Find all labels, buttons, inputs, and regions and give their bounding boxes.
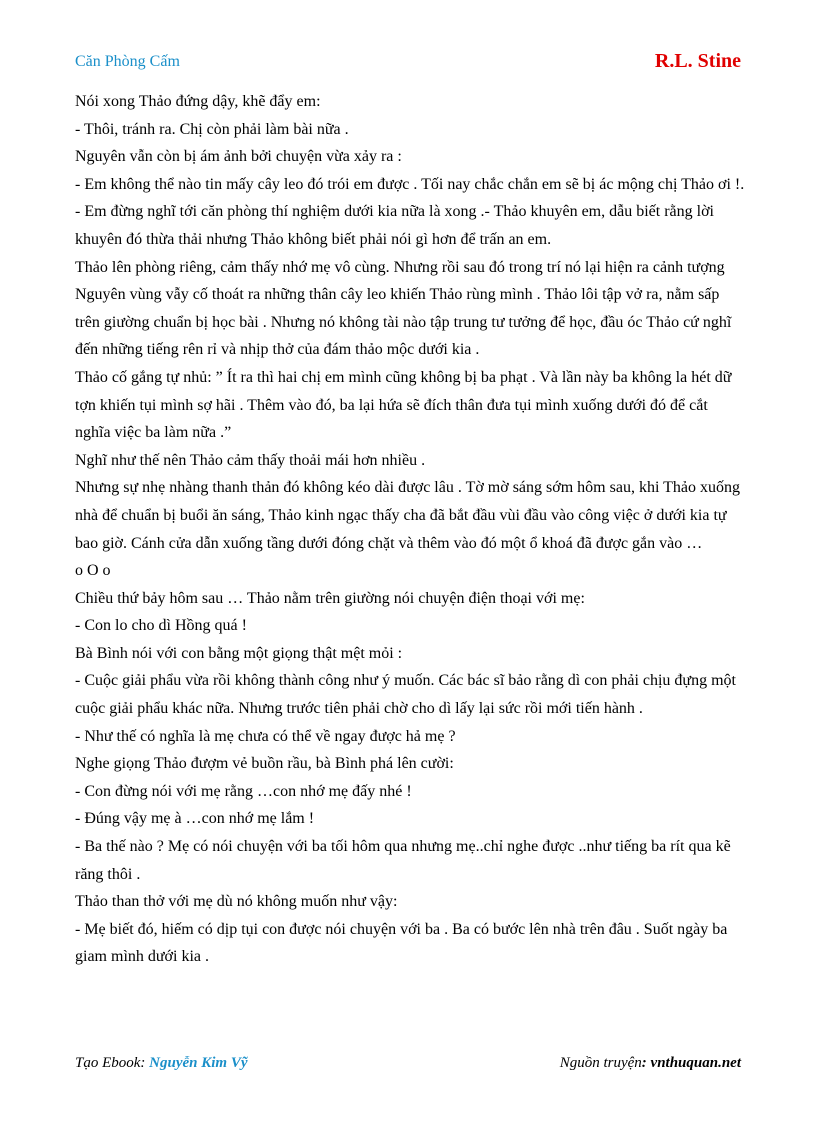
paragraph: - Như thế có nghĩa là mẹ chưa có thể về ngay được hả mẹ ? <box>75 727 456 745</box>
ebook-creator: Nguyễn Kim Vỹ <box>149 1055 248 1071</box>
ebook-label: Tạo Ebook <box>75 1055 141 1071</box>
paragraph: Nói xong Thảo đứng dậy, khẽ đẩy em: <box>75 93 321 110</box>
page-footer <box>75 1055 741 1077</box>
paragraph: Nghe giọng Thảo đượm vẻ buồn rầu, bà Bình phá lên cười: <box>75 755 454 773</box>
paragraph: - Mẹ biết đó, hiếm có dịp tụi con được nói chuyện với ba . Ba có bước lên nhà trên đâu . Suốt ngày ba giam mình dưới kia . <box>75 920 728 966</box>
paragraph: - Ba thế nào ? Mẹ có nói chuyện với ba tối hôm qua nhưng mẹ..chỉ nghe được ..như tiếng ba rít qua kẽ răng thôi . <box>75 838 731 883</box>
book-title: Căn Phòng Cấm <box>75 53 180 70</box>
ebook-separator: : <box>140 1055 150 1071</box>
paragraph: Bà Bình nói với con bằng một giọng thật mệt mỏi : <box>75 644 403 662</box>
paragraph: Thảo than thở với mẹ dù nó không muốn như vậy: <box>75 893 398 911</box>
body-text <box>75 88 745 971</box>
paragraph: - Con lo cho dì Hồng quá ! <box>75 617 247 635</box>
author-name: R.L. Stine <box>654 50 741 72</box>
paragraph: - Đúng vậy mẹ à …con nhớ mẹ lắm ! <box>75 810 315 828</box>
source-separator: : <box>641 1055 651 1071</box>
paragraph: Nguyên vẫn còn bị ám ảnh bởi chuyện vừa xảy ra : <box>75 148 402 166</box>
source-site: vnthuquan.net <box>650 1055 741 1071</box>
paragraph: Thảo lên phòng riêng, cảm thấy nhớ mẹ vô cùng. Nhưng rồi sau đó trong trí nó lại hiện ra cảnh tượng Nguyên vùng vẫy cố thoát ra những thân cây leo khiến Thảo rùng mình . Thảo lôi tập vở ra, nằm sấp trên giường chuẩn bị học bài . Nhưng nó không tài nào tập trung tư tưởng để học, đầu óc Thảo cứ nghĩ đến những tiếng rên rỉ và nhịp thở của đám thảo mộc dưới kia . <box>75 258 732 359</box>
ebook-credit <box>75 1055 248 1072</box>
paragraph: Nhưng sự nhẹ nhàng thanh thản đó không kéo dài được lâu . Tờ mờ sáng sớm hôm sau, khi Thảo xuống nhà để chuẩn bị buổi ăn sáng, Thảo kinh ngạc thấy cha đã bắt đầu vùi đầu vào công việc ở dưới kia tự bao giờ. Cánh cửa dẫn xuống tầng dưới đóng chặt và thêm vào đó một ổ khoá đã được gắn vào … <box>75 479 740 552</box>
paragraph: - Thôi, tránh ra. Chị còn phải làm bài nữa . <box>75 120 349 138</box>
paragraph: - Con đừng nói với mẹ rằng …con nhớ mẹ đấy nhé ! <box>75 782 412 800</box>
source-label: Nguồn truyện <box>559 1055 642 1071</box>
paragraph: Nghĩ như thế nên Thảo cảm thấy thoải mái hơn nhiều . <box>75 451 426 469</box>
paragraph: - Cuộc giải phẩu vừa rồi không thành công như ý muốn. Các bác sĩ bảo rằng dì con phải chịu đựng một cuộc giải phẩu khác nữa. Nhưng trước tiên phải chờ cho dì lấy lại sức rồi mới tiến hành . <box>75 672 736 718</box>
paragraph: Thảo cố gắng tự nhủ: ” Ít ra thì hai chị em mình cũng không bị ba phạt . Và lần này ba không la hét dữ tợn khiến tụi mình sợ hãi . Thêm vào đó, ba lại hứa sẽ đích thân đưa tụi mình xuống dưới đó để cắt nghĩa việc ba làm nữa .” <box>75 368 732 442</box>
page-header <box>75 50 741 76</box>
paragraph: - Em đừng nghĩ tới căn phòng thí nghiệm dưới kia nữa là xong .- Thảo khuyên em, dẫu biết rằng lời khuyên đó thừa thải nhưng Thảo không biết phải nói gì hơn để trấn an em. <box>75 203 714 248</box>
section-separator: o O o <box>75 562 111 580</box>
paragraph: - Em không thể nào tin mấy cây leo đó trói em được . Tối nay chắc chắn em sẽ bị ác mộng chị Thảo ơi !. <box>75 175 745 193</box>
source-credit <box>560 1055 741 1072</box>
paragraph: Chiều thứ bảy hôm sau … Thảo nằm trên giường nói chuyện điện thoại với mẹ: <box>75 589 585 607</box>
